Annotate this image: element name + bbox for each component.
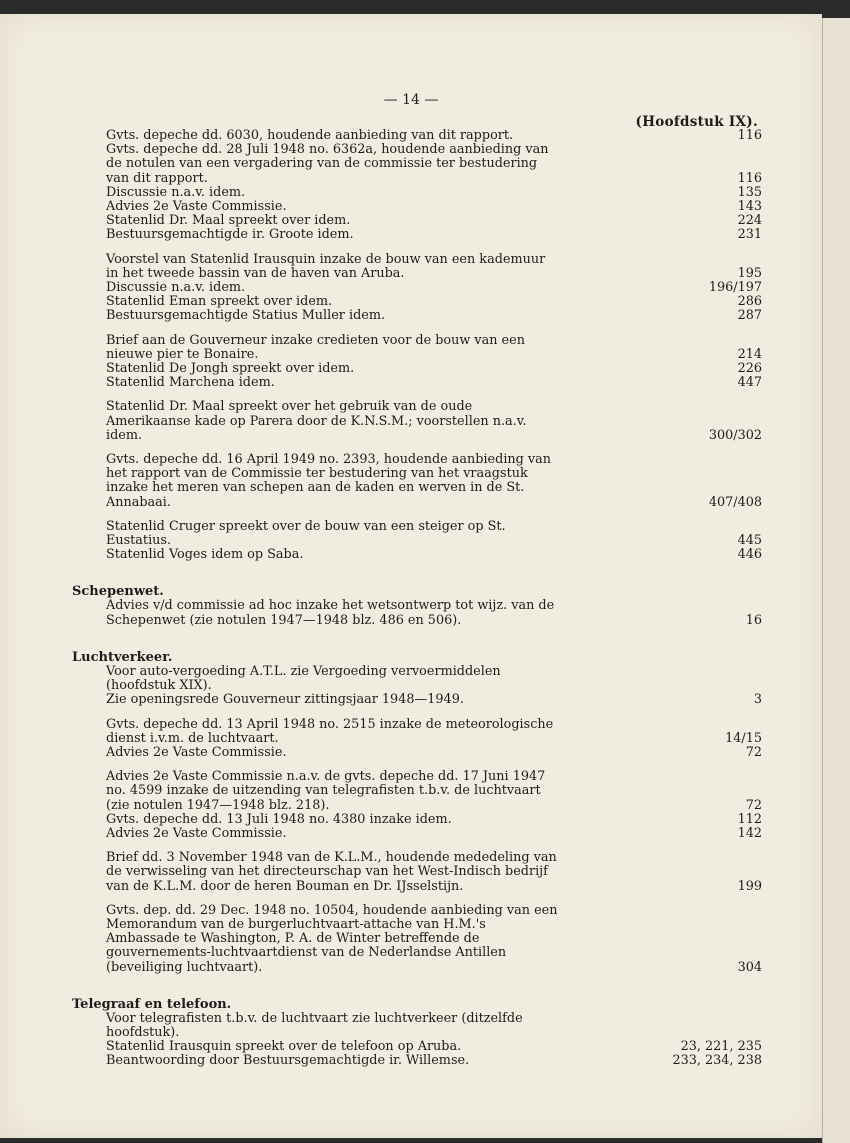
entry-pages: 287 (737, 308, 762, 324)
section-heading: Luchtverkeer. (72, 649, 173, 665)
index-entry (106, 813, 762, 827)
entry-text: Gvts. depeche dd. 13 Juli 1948 no. 4380 inzake idem. (106, 811, 452, 827)
entry-pages: 143 (737, 199, 762, 215)
entry-text: Advies 2e Vaste Commissie. (106, 744, 287, 760)
entry-text: Advies 2e Vaste Commissie n.a.v. de gvts. depeche dd. 17 Juni 1947 no. 4599 inzake de uitzending van telegrafisten t.b.v. de luchtvaart (zie notulen 1947—1948 blz. 218). (106, 769, 546, 813)
entry-text: Statenlid Voges idem op Saba. (106, 547, 304, 563)
entry-pages: 116 (737, 170, 762, 186)
index-entry (106, 214, 762, 228)
entry-text: Voor auto-vergoeding A.T.L. zie Vergoeding vervoermiddelen (hoofdstuk XIX). (106, 663, 501, 694)
entry-text: Brief aan de Gouverneur inzake credieten voor de bouw van een nieuwe pier te Bonaire. (106, 332, 525, 362)
entry-pages: 14/15 (725, 730, 762, 746)
entry-text: Advies v/d commissie ad hoc inzake het wetsontwerp tot wijz. van de Schepenwet (zie notulen 1947—1948 blz. 486 en 506). (106, 598, 555, 628)
index-entry (106, 400, 762, 443)
index-entry (106, 309, 762, 323)
index-entry (106, 1054, 762, 1068)
index-entry (106, 1040, 762, 1054)
entry-pages: 196/197 (708, 280, 762, 296)
entry-pages: 72 (745, 744, 762, 760)
entry-text: Gvts. depeche dd. 28 Juli 1948 no. 6362a, houdende aanbieding van de notulen van een vergadering van de commissie ter bestudering van dit rapport. (106, 142, 549, 186)
entry-pages: 407/408 (708, 494, 762, 510)
entry-text: Gvts. depeche dd. 16 April 1949 no. 2393, houdende aanbieding van het rapport van de Commissie ter bestudering van het vraagstuk inzake het meren van schepen aan de kaden en werven in de St. Annabaai. (106, 452, 552, 510)
entry-pages: 195 (737, 265, 762, 281)
entry-pages: 233, 234, 238 (672, 1053, 762, 1069)
index-entry (106, 904, 762, 975)
entry-text: Voorstel van Statenlid Irausquin inzake de bouw van een kademuur in het tweede bassin van de haven van Aruba. (106, 251, 546, 281)
index-entry (106, 520, 762, 548)
entry-pages: 142 (737, 825, 762, 841)
entry-text: Bestuursgemachtigde ir. Groote idem. (106, 227, 354, 243)
index-entry (106, 1012, 762, 1040)
entry-pages: 231 (737, 227, 762, 243)
entry-text: Statenlid Cruger spreekt over de bouw van een steiger op St. Eustatius. (106, 518, 506, 549)
index-entry (106, 693, 762, 707)
entry-pages: 300/302 (708, 427, 762, 443)
index-content (72, 129, 762, 1069)
entry-text: Zie openingsrede Gouverneur zittingsjaar 1948—1949. (106, 692, 464, 708)
index-entry (106, 770, 762, 813)
section-heading: Telegraaf en telefoon. (72, 996, 232, 1012)
entry-text: Gvts. depeche dd. 6030, houdende aanbieding van dit rapport. (106, 128, 514, 143)
entry-pages: 445 (737, 533, 762, 549)
index-entry (106, 129, 762, 143)
entry-text: Statenlid Irausquin spreekt over de telefoon op Aruba. (106, 1039, 462, 1055)
index-entry (106, 376, 762, 390)
entry-text: Statenlid Dr. Maal spreekt over het gebruik van de oude Amerikaanse kade op Parera door de K.N.S.M.; voorstellen n.a.v. idem. (106, 399, 527, 443)
entry-pages: 135 (737, 184, 762, 200)
index-entry (106, 143, 762, 186)
entry-pages: 112 (737, 811, 762, 827)
index-entry (106, 253, 762, 281)
entry-text: Brief dd. 3 November 1948 van de K.L.M., houdende mededeling van de verwisseling van het directeurschap van het West-Indisch bedrijf van de K.L.M. door de heren Bouman en Dr. IJsselstijn. (106, 850, 557, 894)
entry-text: Discussie n.a.v. idem. (106, 184, 246, 200)
index-entry (106, 334, 762, 362)
entry-text: Statenlid De Jongh spreekt over idem. (106, 361, 355, 377)
entry-text: Voor telegrafisten t.b.v. de luchtvaart zie luchtverkeer (ditzelfde hoofdstuk). (106, 1010, 523, 1040)
index-entry (106, 718, 762, 746)
entry-pages: 72 (745, 797, 762, 813)
index-entry (106, 548, 762, 562)
entry-text: Statenlid Dr. Maal spreekt over idem. (106, 213, 351, 229)
entry-pages: 214 (737, 346, 762, 362)
entry-text: Statenlid Marchena idem. (106, 375, 275, 391)
page-number: — 14 — (383, 92, 439, 108)
entry-pages: 447 (737, 375, 762, 391)
entry-text: Advies 2e Vaste Commissie. (106, 825, 287, 841)
entry-pages: 16 (745, 612, 762, 628)
entry-pages: 116 (737, 128, 762, 143)
index-entry (106, 665, 762, 693)
index-entry (106, 827, 762, 841)
index-entry (106, 295, 762, 309)
document-page (0, 14, 822, 1138)
entry-text: Beantwoording door Bestuursgemachtigde ir. Willemse. (106, 1053, 470, 1069)
chapter-label: (Hoofdstuk IX). (635, 114, 758, 130)
entry-pages: 199 (737, 878, 762, 894)
index-entry (106, 851, 762, 894)
entry-text: Gvts. depeche dd. 13 April 1948 no. 2515 inzake de meteorologische dienst i.v.m. de luchtvaart. (106, 716, 554, 746)
index-entry (106, 746, 762, 760)
entry-pages: 23, 221, 235 (680, 1039, 762, 1055)
index-entry (106, 281, 762, 295)
entry-pages: 226 (737, 361, 762, 377)
index-entry (106, 200, 762, 214)
index-entry (106, 599, 762, 627)
index-entry (106, 453, 762, 510)
index-entry (106, 228, 762, 242)
next-page-edge (822, 18, 850, 1143)
index-entry (106, 186, 762, 200)
entry-pages: 286 (737, 294, 762, 310)
entry-pages: 446 (737, 547, 762, 563)
index-entry (106, 362, 762, 376)
entry-pages: 3 (753, 692, 762, 708)
entry-text: Discussie n.a.v. idem. (106, 280, 246, 296)
entry-text: Advies 2e Vaste Commissie. (106, 199, 287, 215)
entry-text: Bestuursgemachtigde Statius Muller idem. (106, 308, 386, 324)
entry-pages: 304 (737, 959, 762, 975)
entry-text: Statenlid Eman spreekt over idem. (106, 294, 333, 310)
section-heading: Schepenwet. (72, 584, 164, 600)
entry-text: Gvts. dep. dd. 29 Dec. 1948 no. 10504, houdende aanbieding van een Memorandum van de burgerluchtvaart-attache van H.M.'s Ambassade te Washington, P. A. de Winter betreffende de gouvernements-luchtvaartdienst van de Nederlandse Antillen (beveiliging luchtvaart). (106, 902, 558, 975)
entry-pages: 224 (737, 213, 762, 229)
